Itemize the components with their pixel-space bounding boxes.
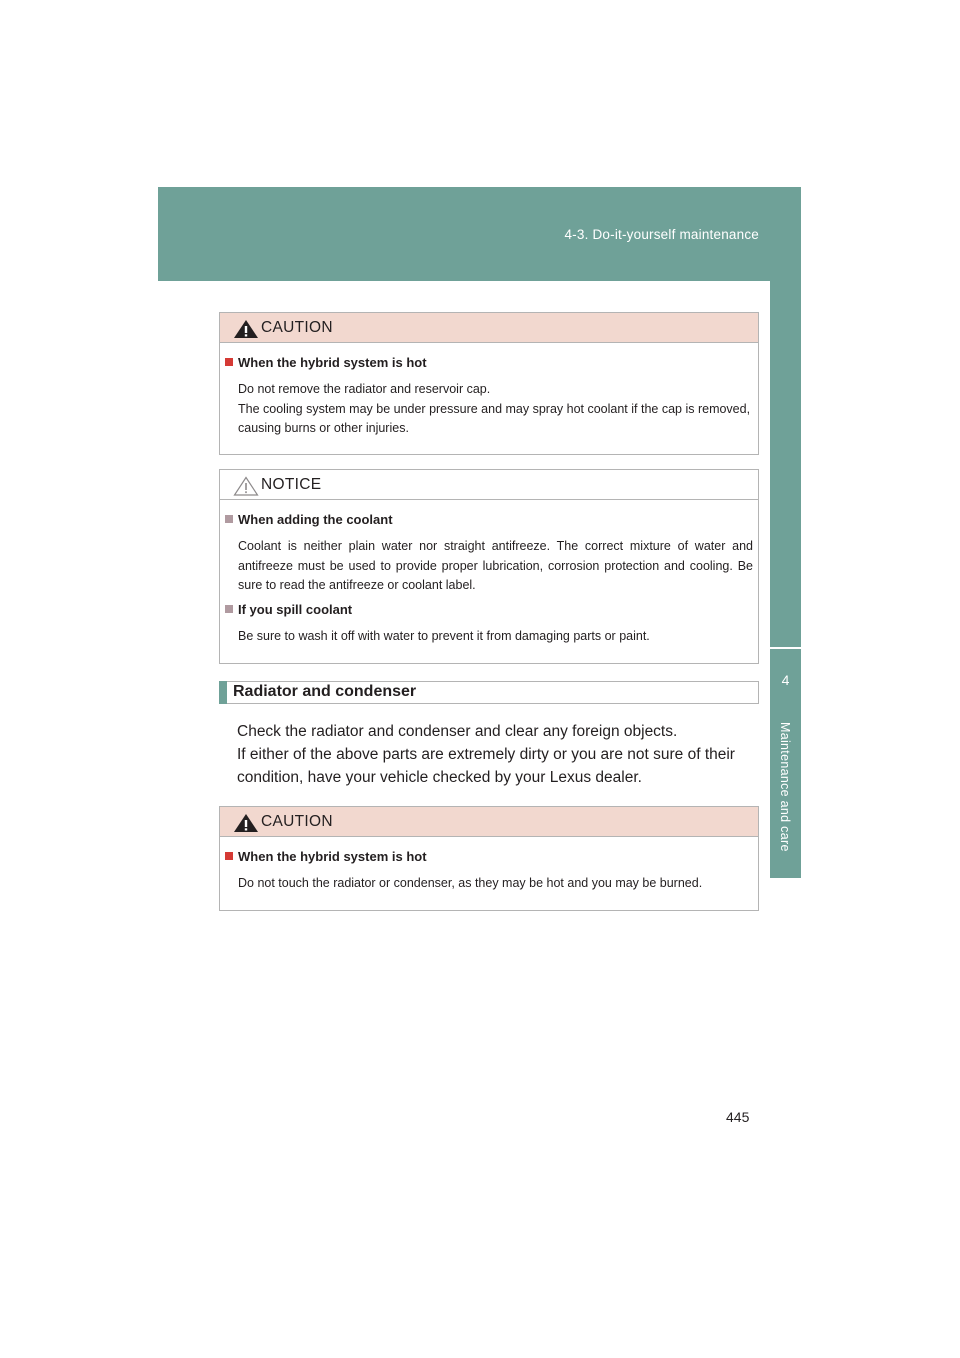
notice-entry-heading-spill: If you spill coolant: [225, 602, 352, 617]
warning-triangle-icon: [233, 319, 259, 339]
caution-title: CAUTION: [261, 319, 333, 336]
notice-entry-text-spill: Be sure to wash it off with water to prevent it from damaging parts or paint.: [238, 629, 650, 643]
red-square-bullet-icon: [225, 852, 233, 860]
chapter-title: Maintenance and care: [778, 722, 792, 852]
warning-triangle-icon: [233, 813, 259, 833]
caution-entry-heading: When the hybrid system is hot: [225, 849, 427, 864]
grey-square-bullet-icon: [225, 605, 233, 613]
section-heading: [219, 681, 759, 704]
section-title: 4-3. Do-it-yourself maintenance: [564, 227, 759, 242]
caution-entry-heading: When the hybrid system is hot: [225, 355, 427, 370]
caution-entry-text: Do not remove the radiator and reservoir cap. The cooling system may be under pressure and may spray hot coolant if the cap is removed, causing burns or other injuries.: [238, 382, 751, 435]
notice-box-coolant: [219, 469, 759, 664]
chapter-number: 4: [781, 672, 790, 688]
caution-header: [220, 313, 758, 343]
header-band: [158, 187, 801, 281]
notice-title: NOTICE: [261, 476, 322, 493]
page-number: 445: [726, 1109, 750, 1125]
section-body-text: Check the radiator and condenser and clear any foreign objects. If either of the above parts are extremely dirty or you are not sure of their condition, have your vehicle checked by your Lexus dealer.: [237, 723, 735, 786]
chapter-side-tab: [770, 281, 801, 878]
notice-entry-text-adding: Coolant is neither plain water nor straight antifreeze. The correct mixture of water and antifreeze must be used to provide proper lubrication, corrosion protection and cooling. Be sure to read the antifreeze or coolant label.: [238, 539, 753, 592]
side-tab-divider: [770, 647, 801, 649]
grey-square-bullet-icon: [225, 515, 233, 523]
red-square-bullet-icon: [225, 358, 233, 366]
caution-box-hot-system-cap: [219, 312, 759, 455]
section-heading-label: Radiator and condenser: [233, 683, 417, 700]
notice-header: [220, 470, 758, 500]
notice-entry-heading-adding: When adding the coolant: [225, 512, 393, 527]
section-heading-accent: [219, 681, 227, 704]
caution-box-hot-radiator: [219, 806, 759, 911]
caution-title: CAUTION: [261, 813, 333, 830]
caution-header: [220, 807, 758, 837]
warning-triangle-outline-icon: [233, 476, 259, 496]
caution-entry-text: Do not touch the radiator or condenser, as they may be hot and you may be burned.: [238, 876, 703, 890]
